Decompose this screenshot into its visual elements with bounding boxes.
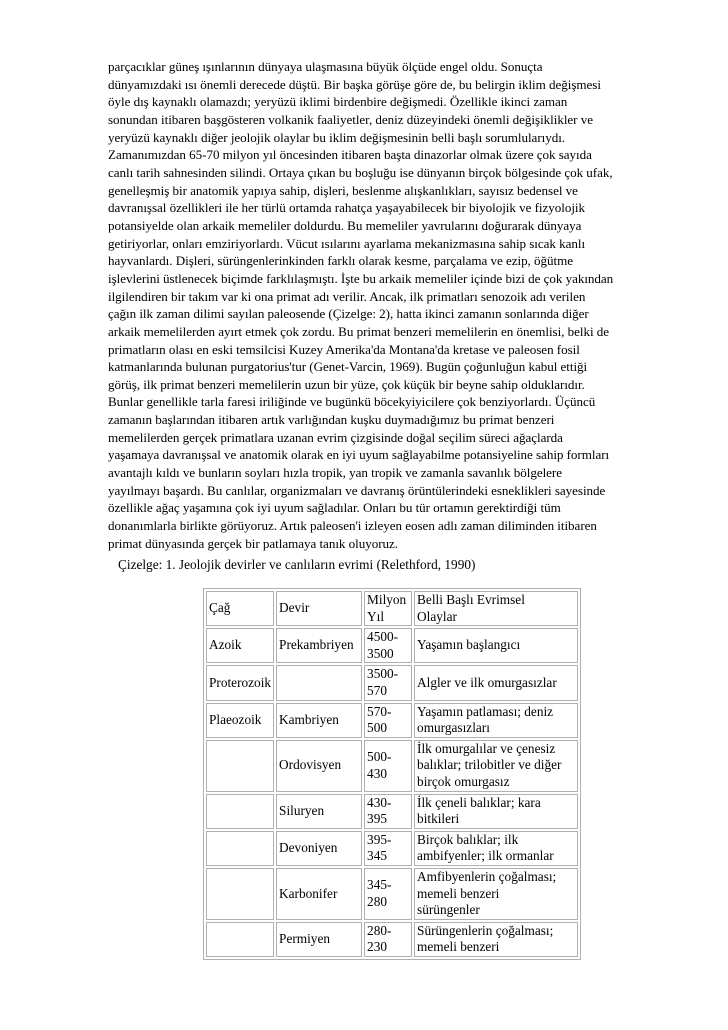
- events-line: İlk çeneli balıklar; kara: [417, 794, 541, 810]
- document-page: [108, 58, 628, 552]
- table-header-row: [206, 591, 578, 626]
- cell-period: Devoniyen: [276, 831, 362, 866]
- events-line: sürüngenler: [417, 902, 480, 918]
- events-line: Algler ve ilk omurgasızlar: [417, 674, 557, 690]
- text-line: primat dünyasında gerçek bir patlamaya tanık oluyoruz.: [108, 535, 398, 551]
- header-years-line: Milyon: [367, 592, 407, 607]
- events-line: Yaşamın başlangıcı: [417, 637, 521, 653]
- geologic-table: [203, 588, 581, 960]
- text-line: dünyamızdaki ısı önemli derecede düştü. Bir başka görüşe göre de, bu belirgin iklim değişmesi: [108, 76, 601, 92]
- cell-era: Azoik: [206, 628, 274, 663]
- events-line: omurgasızları: [417, 720, 490, 736]
- text-line: çağın ilk zaman dilimi sayılan paleosende (Çizelge: 2), hatta ikinci zamanın sonlarında diğer: [108, 306, 589, 322]
- cell-period: Prekambriyen: [276, 628, 362, 663]
- events-line: Birçok balıklar; ilk: [417, 831, 519, 847]
- cell-era: [206, 740, 274, 792]
- text-line: getiriyorlar, onları emziriyorlardı. Vücut ısılarını ayarlama mekanizmasına sahip sıcak kanlı: [108, 235, 586, 251]
- cell-era: [206, 831, 274, 866]
- cell-years: [364, 665, 412, 700]
- cell-events: [414, 665, 578, 700]
- text-line: özellikle ağaç yaşamına çok iyi uyum sağladılar. Onları bu tür ortamın gerektirdiği tüm: [108, 500, 561, 516]
- text-line: donanımlarla birlikte görüyoruz. Artık paleosen'i izleyen eosen adlı zaman diliminden itibaren: [108, 518, 597, 534]
- cell-years: [364, 740, 412, 792]
- text-line: sonundan itibaren başgösteren volkanik faaliyetler, deniz düzeyindeki önemli değişiklikler ve: [108, 111, 593, 127]
- cell-events: [414, 740, 578, 792]
- years-line: 345-: [367, 877, 392, 893]
- text-line: yeryüzü kaynaklı diğer jeolojik olaylar bu iklim değişmesinin belli başlı sorumlularıydı.: [108, 129, 566, 145]
- text-line: yayılmayı başardı. Bu canlılar, organizmaları ve davranış örüntülerindeki esneklikleri sayesinde: [108, 482, 606, 498]
- text-line: canlı tarih sahnesinden silindi. Ortaya çıkan bu boşluğu ise dünyanın birçok bölgesinde çok ufak,: [108, 164, 613, 180]
- years-line: 395-: [367, 831, 392, 847]
- events-line: İlk omurgalılar ve çenesiz: [417, 740, 556, 756]
- text-line: yaşamaya davranışsal ve anatomik olarak en iyi uyum sağlayabilme potansiyeline sahip formları: [108, 447, 610, 463]
- text-line: avantajlı kıldı ve bunların soyları hızla tropik, yan tropik ve zamanla savanlık bölgelere: [108, 465, 562, 481]
- cell-events: [414, 628, 578, 663]
- cell-events: [414, 922, 578, 957]
- text-line: hayvanlardı. Dişleri, sürüngenlerinkinden farklı olarak kesme, parçalama ve ezip, öğütme: [108, 253, 573, 269]
- years-line: 395: [367, 811, 387, 827]
- table-row: [206, 740, 578, 792]
- cell-era: [206, 868, 274, 920]
- years-line: 345: [367, 848, 387, 864]
- cell-era: [206, 922, 274, 957]
- text-line: Zamanımızdan 65-70 milyon yıl öncesinden itibaren başta dinazorlar olmak üzere çok sayıda: [108, 147, 592, 163]
- table-row: [206, 665, 578, 700]
- events-line: balıklar; trilobitler ve diğer: [417, 757, 562, 773]
- text-line: davranışsal özellikleri ile her türlü ortamda rahatça yaşayabilecek bir biyolojik ve fizyolojik: [108, 200, 585, 216]
- header-events-line: Olaylar: [417, 608, 457, 624]
- years-line: 500: [367, 720, 387, 736]
- cell-era: [206, 794, 274, 829]
- years-line: 230: [367, 939, 387, 955]
- events-line: bitkileri: [417, 811, 460, 827]
- years-line: 280-: [367, 922, 392, 938]
- cell-period: Karbonifer: [276, 868, 362, 920]
- cell-period: Kambriyen: [276, 703, 362, 738]
- cell-period: Ordovisyen: [276, 740, 362, 792]
- cell-events: [414, 831, 578, 866]
- cell-events: [414, 794, 578, 829]
- text-line: görüş, ilk primat benzeri memelilerin uzun bir yüze, çok küçük bir beyne sahip olduklarıdır.: [108, 376, 585, 392]
- header-years: [364, 591, 412, 626]
- geologic-table-body: [206, 591, 578, 957]
- cell-events: [414, 703, 578, 738]
- table-row: [206, 628, 578, 663]
- events-line: Sürüngenlerin çoğalması;: [417, 922, 554, 938]
- text-line: zamanın başlarından itibaren artık varlığından kuşku duymadığımız bu primat benzeri: [108, 412, 555, 428]
- header-period: Devir: [276, 591, 362, 626]
- events-line: birçok omurgasız: [417, 773, 510, 789]
- table-row: [206, 831, 578, 866]
- text-line: parçacıklar güneş ışınlarının dünyaya ulaşmasına büyük ölçüde engel oldu. Sonuçta: [108, 59, 543, 74]
- cell-period: Permiyen: [276, 922, 362, 957]
- years-line: 500-: [367, 749, 392, 765]
- header-era: Çağ: [206, 591, 274, 626]
- text-line: potansiyelde olan arkaik memeliler doldurdu. Bu memeliler yavrularını doğurarak dünyaya: [108, 217, 582, 233]
- events-line: Yaşamın patlaması; deniz: [417, 703, 554, 719]
- events-line: ambifyenler; ilk ormanlar: [417, 848, 554, 864]
- years-line: 430: [367, 765, 387, 781]
- years-line: 3500: [367, 645, 394, 661]
- years-line: 570: [367, 682, 387, 698]
- header-events: [414, 591, 578, 626]
- text-line: katmanlarında bulunan purgatorius'tur (Genet-Varcin, 1969). Bugün çoğunluğun kabul ettiği: [108, 359, 588, 375]
- text-line: öyle dış kaynaklı olamazdı; yeryüzü iklimi birdenbire değişmedi. Özellikle ikinci zaman: [108, 94, 568, 110]
- years-line: 280: [367, 893, 387, 909]
- years-line: 430-: [367, 794, 392, 810]
- events-line: memeli benzeri: [417, 939, 500, 955]
- text-line: genelleşmiş bir anatomik yapıya sahip, dişleri, beslenme alışkanlıkları, sayısız bedensel ve: [108, 182, 578, 198]
- text-line: işlevlerini üstlenecek biçimde farklılaşmıştı. İşte bu arkaik memeliler içinde bizi de çok yakından: [108, 270, 614, 286]
- text-line: primatların olası en eski temsilcisi Kuzey Amerika'da Montana'da kretase ve paleosen fosil: [108, 341, 580, 357]
- body-paragraph: [108, 58, 628, 552]
- cell-years: [364, 703, 412, 738]
- events-line: Amfibyenlerin çoğalması;: [417, 868, 557, 884]
- cell-years: [364, 922, 412, 957]
- cell-events: [414, 868, 578, 920]
- text-line: ilgilendiren bir takım var ki ona primat adı verilir. Ancak, ilk primatları senozoik adı verilen: [108, 288, 586, 304]
- years-line: 4500-: [367, 629, 399, 645]
- text-line: Bunlar genellikle tarla faresi iriliğinde ve bugünkü böcekyiyicilere çok benziyorlardı. Üçüncü: [108, 394, 596, 410]
- years-line: 570-: [367, 703, 392, 719]
- text-line: memelilerden gerçek primatlara uzanan evrim çizgisinde doğal seçilim süreci ağaçlarda: [108, 429, 563, 445]
- cell-era: Plaeozoik: [206, 703, 274, 738]
- table-caption: Çizelge: 1. Jeolojik devirler ve canlıların evrimi (Relethford, 1990): [118, 557, 476, 572]
- cell-years: [364, 831, 412, 866]
- text-line: arkaik memelilerden ayırt etmek çok zordu. Bu primat benzeri memelilerin en önemlisi, belki de: [108, 323, 610, 339]
- cell-period: [276, 665, 362, 700]
- table-row: [206, 922, 578, 957]
- cell-era: Proterozoik: [206, 665, 274, 700]
- years-line: 3500-: [367, 666, 399, 682]
- table-row: [206, 794, 578, 829]
- header-years-line: Yıl: [367, 608, 385, 624]
- cell-years: [364, 868, 412, 920]
- table-row: [206, 868, 578, 920]
- events-line: memeli benzeri: [417, 885, 500, 901]
- cell-years: [364, 794, 412, 829]
- cell-period: Siluryen: [276, 794, 362, 829]
- header-events-line: Belli Başlı Evrimsel: [417, 592, 525, 607]
- table-row: [206, 703, 578, 738]
- cell-years: [364, 628, 412, 663]
